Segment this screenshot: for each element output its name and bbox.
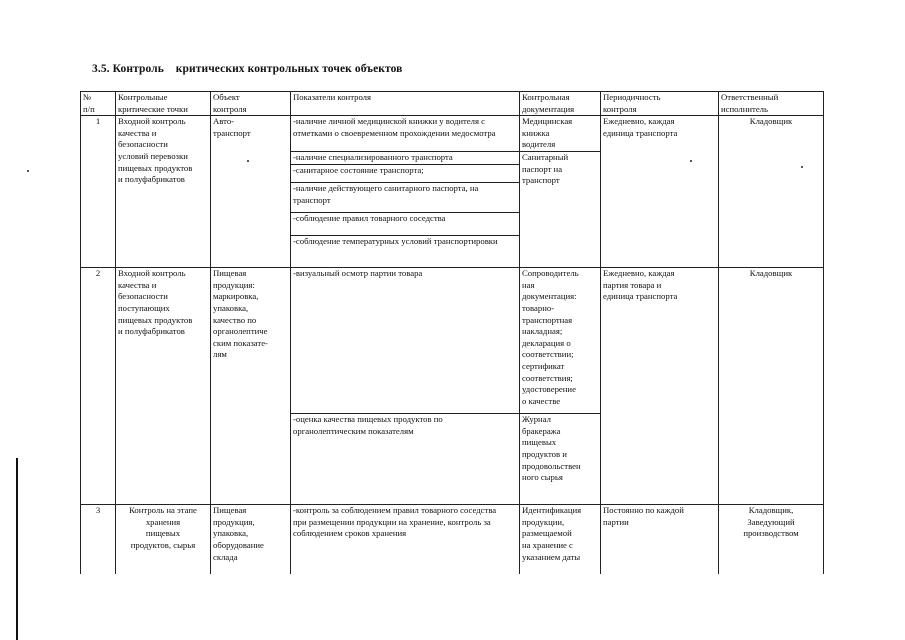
row-number: 2 [81, 268, 116, 505]
document-item: Медицинская книжка водителя [520, 116, 600, 152]
row-number: 1 [81, 116, 116, 268]
row-number: 3 [81, 505, 116, 574]
object-cell: Пищевая продукция: маркировка, упаковка, качество по органолептиче ским показате- лям [211, 268, 291, 505]
document-item: Идентификация продукции, размещаемой на хранение с указанием даты [522, 505, 582, 562]
table-row [81, 268, 824, 505]
document-item: Сопроводитель ная документация: товарно- транспортная накладная; декларация о соответствии; сертификат соответствия; удостоверение о качестве [520, 268, 600, 414]
critical-point-cell: Входной контроль качества и безопасности поступающих пищевых продуктов и полуфабрикатов [116, 268, 211, 505]
indicator-item: -контроль за соблюдением правил товарного соседства при размещении продукции на хранение, контроль за соблюдением сроков хранения [293, 505, 497, 539]
indicator-item: -соблюдение правил товарного соседства [291, 213, 519, 236]
indicator-item: -визуальный осмотр партии товара [291, 268, 519, 414]
critical-point-cell: Контроль на этапе хранения пищевых продуктов, сырья [116, 505, 211, 574]
critical-point-cell: Входной контроль качества и безопасности условий перевозки пищевых продуктов и полуфабрикатов [116, 116, 211, 268]
header-periodicity: Периодичность контроля [601, 92, 719, 116]
documentation-cell [520, 116, 601, 268]
object-cell: Авто- транспорт [211, 116, 291, 268]
table-header-row [81, 92, 824, 116]
section-heading: 3.5. Контроль критических контрольных точек объектов [92, 63, 403, 75]
header-indicators: Показатели контроля [291, 92, 520, 116]
periodicity-cell: Ежедневно, каждая единица транспорта [601, 116, 719, 268]
header-num: № п/п [81, 92, 116, 116]
document-item: Санитарный паспорт на транспорт [522, 152, 569, 186]
header-responsible: Ответственный исполнитель [719, 92, 824, 116]
documentation-cell [520, 268, 601, 505]
scan-margin-line [16, 458, 18, 640]
header-critical-point: Контрольные критические точки [116, 92, 211, 116]
responsible-cell: Кладовщик [719, 268, 824, 505]
indicator-item: -санитарное состояние транспорта; [291, 165, 519, 183]
indicator-item: -соблюдение температурных условий транспортировки [293, 236, 498, 247]
control-points-table [80, 91, 824, 574]
scan-speck [27, 170, 29, 172]
table-row [81, 505, 824, 574]
responsible-cell: Кладовщик [719, 116, 824, 268]
indicator-item: -наличие действующего санитарного паспорта, на транспорт [291, 183, 519, 213]
indicator-item: -наличие личной медицинской книжки у водителя с отметками о своевременном прохождении медосмотра [291, 116, 519, 152]
document-item: Журнал бракеража пищевых продуктов и продовольствен ного сырья [522, 414, 581, 483]
scan-speck [801, 166, 803, 168]
documentation-list [520, 116, 600, 212]
documentation-list [520, 268, 600, 504]
header-object: Объект контроля [211, 92, 291, 116]
table-row [81, 116, 824, 268]
periodicity-cell: Постоянно по каждой партии [601, 505, 719, 574]
indicators-cell [291, 116, 520, 268]
indicator-item: -наличие специализированного транспорта [291, 152, 519, 165]
header-documentation: Контрольная документация [520, 92, 601, 116]
indicators-cell [291, 268, 520, 505]
documentation-cell [520, 505, 601, 574]
indicators-cell [291, 505, 520, 574]
object-cell: Пищевая продукция, упаковка, оборудование склада [211, 505, 291, 574]
responsible-cell: Кладовщик, Заведующий производством [719, 505, 824, 574]
periodicity-cell: Ежедневно, каждая партия товара и единица транспорта [601, 268, 719, 505]
indicator-item: -оценка качества пищевых продуктов по органолептическим показателям [293, 414, 443, 436]
indicators-list [291, 268, 519, 504]
scan-speck [247, 160, 249, 162]
indicators-list [291, 116, 519, 261]
scan-speck [690, 160, 692, 162]
